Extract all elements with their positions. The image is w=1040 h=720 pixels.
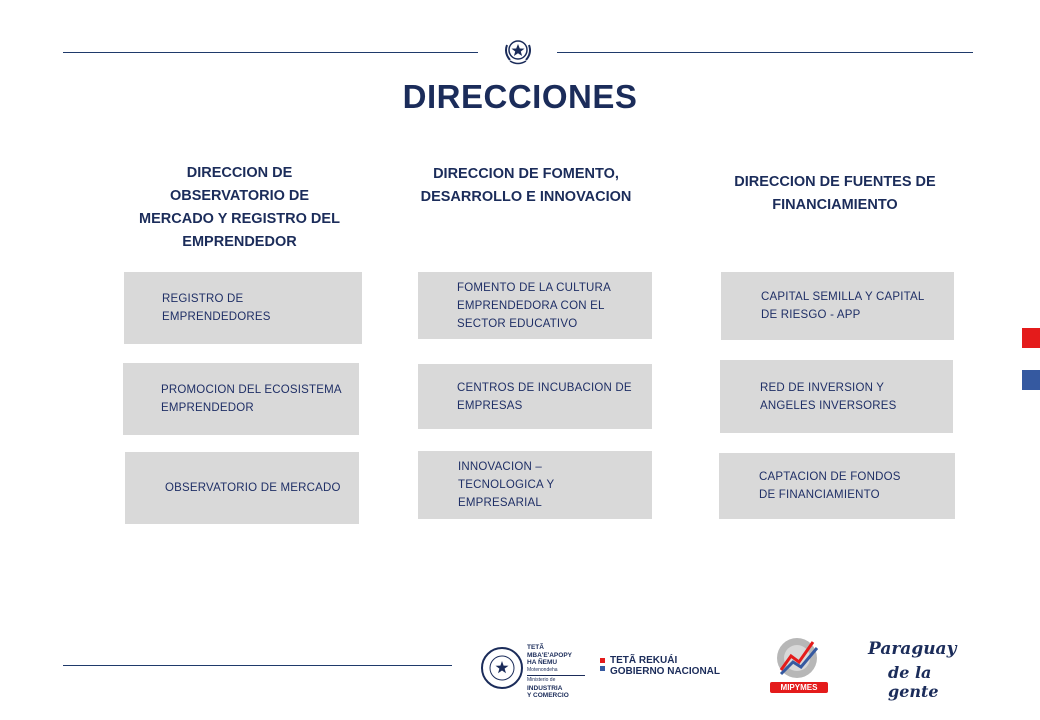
page-title: DIRECCIONES [402, 78, 638, 115]
ministry-seal-icon [480, 646, 524, 690]
box-capital-semilla [721, 272, 954, 340]
column-heading-fomento: DIRECCION DE FOMENTO, DESARROLLO E INNOVACION [420, 166, 632, 205]
ministry-line-4: Ministerio de [527, 677, 556, 683]
slogan-line-2: de la gente [888, 663, 939, 701]
gov-line-2: GOBIERNO NACIONAL [610, 666, 720, 677]
box-centros-incubacion [418, 364, 652, 429]
box-red-inversion [720, 360, 953, 433]
box-fomento-cultura [418, 272, 652, 339]
box-label: INNOVACION – TECNOLOGICA Y EMPRESARIAL [458, 461, 555, 509]
box-label: RED DE INVERSION Y ANGELES INVERSORES [760, 381, 897, 412]
top-rule-left [63, 52, 478, 53]
slogan-logo [866, 635, 976, 701]
box-label: PROMOCION DEL ECOSISTEMA EMPRENDEDOR [161, 384, 342, 414]
box-registro-emprendedores [124, 272, 362, 344]
government-logo [600, 655, 740, 681]
box-label: CAPTACION DE FONDOS DE FINANCIAMIENTO [759, 471, 901, 501]
box-label: CAPITAL SEMILLA Y CAPITAL DE RIESGO - APP [761, 291, 925, 321]
mipymes-label: MIPYMES [770, 682, 828, 693]
gov-line-1: TETÃ REKUÁI [610, 655, 678, 666]
box-label: CENTROS DE INCUBACION DE EMPRESAS [457, 381, 632, 412]
slogan-line-1: Paraguay [868, 639, 957, 659]
side-marker-blue [1022, 370, 1040, 390]
box-observatorio-mercado [125, 452, 359, 524]
ministry-line-5: INDUSTRIA [527, 684, 563, 692]
ministry-line-1: TETÃ MBA'E'APOPY [527, 644, 572, 659]
gov-flag-red-icon [600, 658, 605, 663]
ministry-logo [480, 638, 595, 698]
box-label: REGISTRO DE EMPRENDEDORES [162, 293, 271, 323]
column-heading-observatorio: DIRECCION DE OBSERVATORIO DE MERCADO Y REGISTRO DEL EMPRENDEDOR [139, 165, 340, 250]
star-wreath-emblem-icon [501, 33, 535, 69]
gov-flag-blue-icon [600, 666, 605, 671]
ministry-line-2: HA ÑEMU [527, 659, 558, 666]
mipymes-logo [764, 632, 834, 702]
box-promocion-ecosistema [123, 363, 359, 435]
ministry-line-3: Motenondeha [527, 666, 558, 673]
box-label: OBSERVATORIO DE MERCADO [165, 482, 341, 494]
box-captacion-fondos [719, 453, 955, 519]
box-innovacion [418, 451, 652, 519]
box-label: FOMENTO DE LA CULTURA EMPRENDEDORA CON EL SECTOR EDUCATIVO [457, 281, 611, 330]
mipymes-emblem-icon [767, 632, 831, 682]
bottom-rule [63, 665, 452, 666]
column-heading-financiamiento: DIRECCION DE FUENTES DE FINANCIAMIENTO [734, 174, 936, 213]
top-rule-right [557, 52, 973, 53]
side-marker-red [1022, 328, 1040, 348]
ministry-line-6: Y COMERCIO [527, 692, 569, 699]
